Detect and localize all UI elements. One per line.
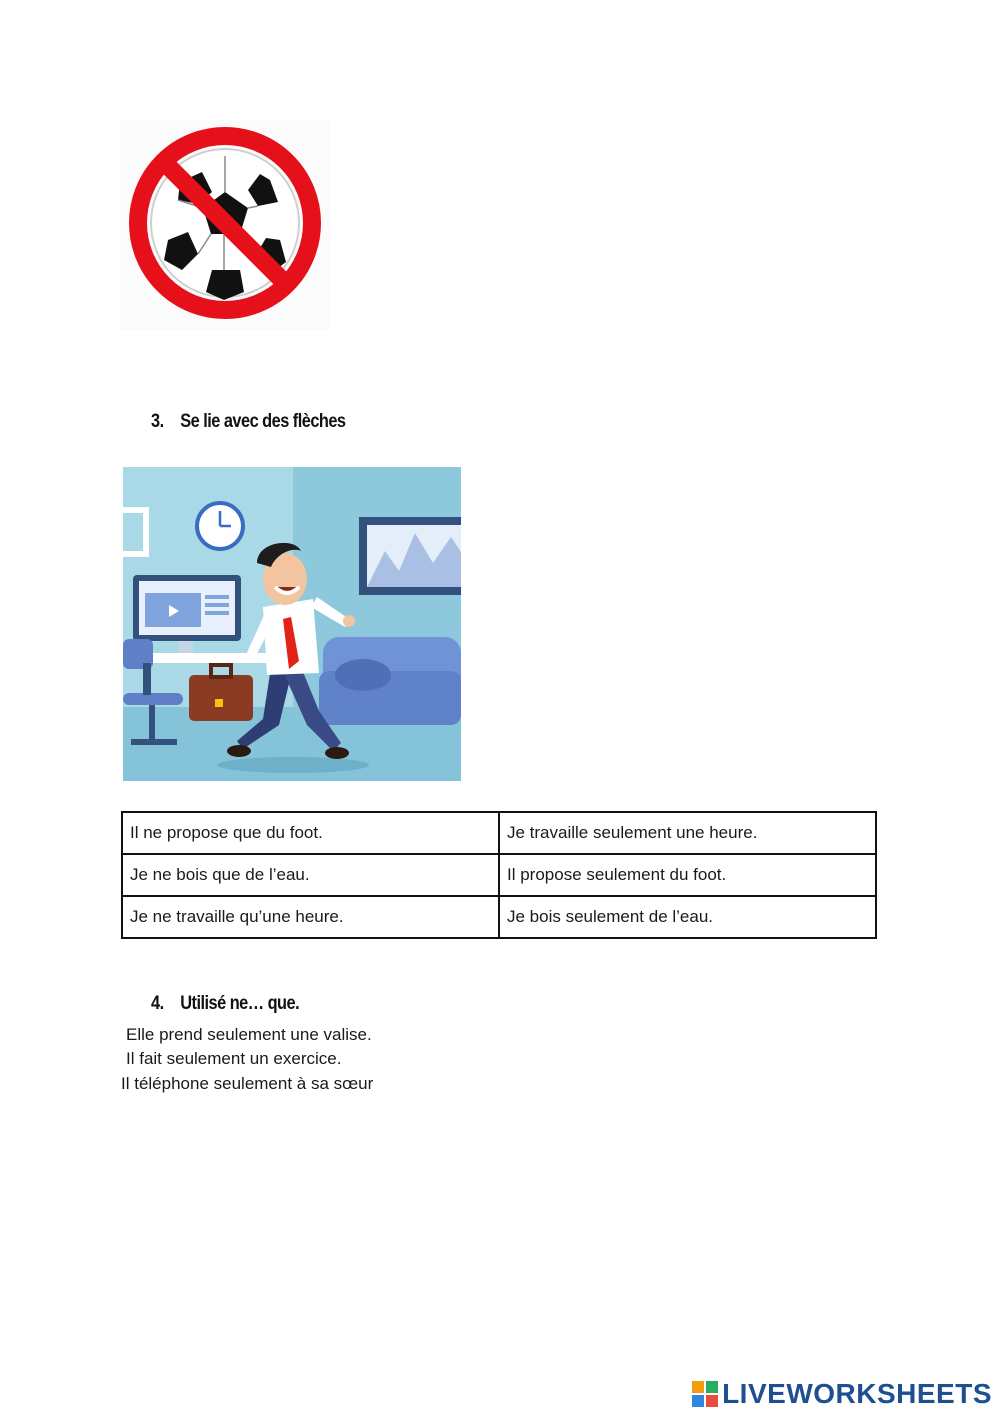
exercise-sentence: Il téléphone seulement à sa sœur [121,1074,374,1093]
section-3-heading [151,411,346,433]
table-row [122,896,876,938]
office-worker-illustration [123,467,461,781]
table-cell: Je bois seulement de l’eau. [499,896,876,938]
matching-table [121,811,877,939]
table-cell: Il propose seulement du foot. [499,854,876,896]
table-cell: Je ne travaille qu’une heure. [122,896,499,938]
exercise-sentence: Il fait seulement un exercice. [126,1049,342,1068]
section-4-number: 4. [151,993,164,1014]
section-4-heading [151,993,299,1015]
liveworksheets-logo [692,1377,992,1411]
liveworksheets-logo-icon [692,1381,718,1407]
table-row [122,854,876,896]
section-4-title: Utilisé ne… que. [180,993,300,1014]
table-cell: Je travaille seulement une heure. [499,812,876,854]
table-row [122,812,876,854]
section-3-number: 3. [151,411,164,432]
no-football-icon [120,120,330,330]
exercise-sentence: Elle prend seulement une valise. [126,1025,372,1044]
section-3-title: Se lie avec des flèches [180,411,346,432]
liveworksheets-logo-text: LIVEWORKSHEETS [722,1378,992,1409]
table-cell: Je ne bois que de l’eau. [122,854,499,896]
table-cell: Il ne propose que du foot. [122,812,499,854]
